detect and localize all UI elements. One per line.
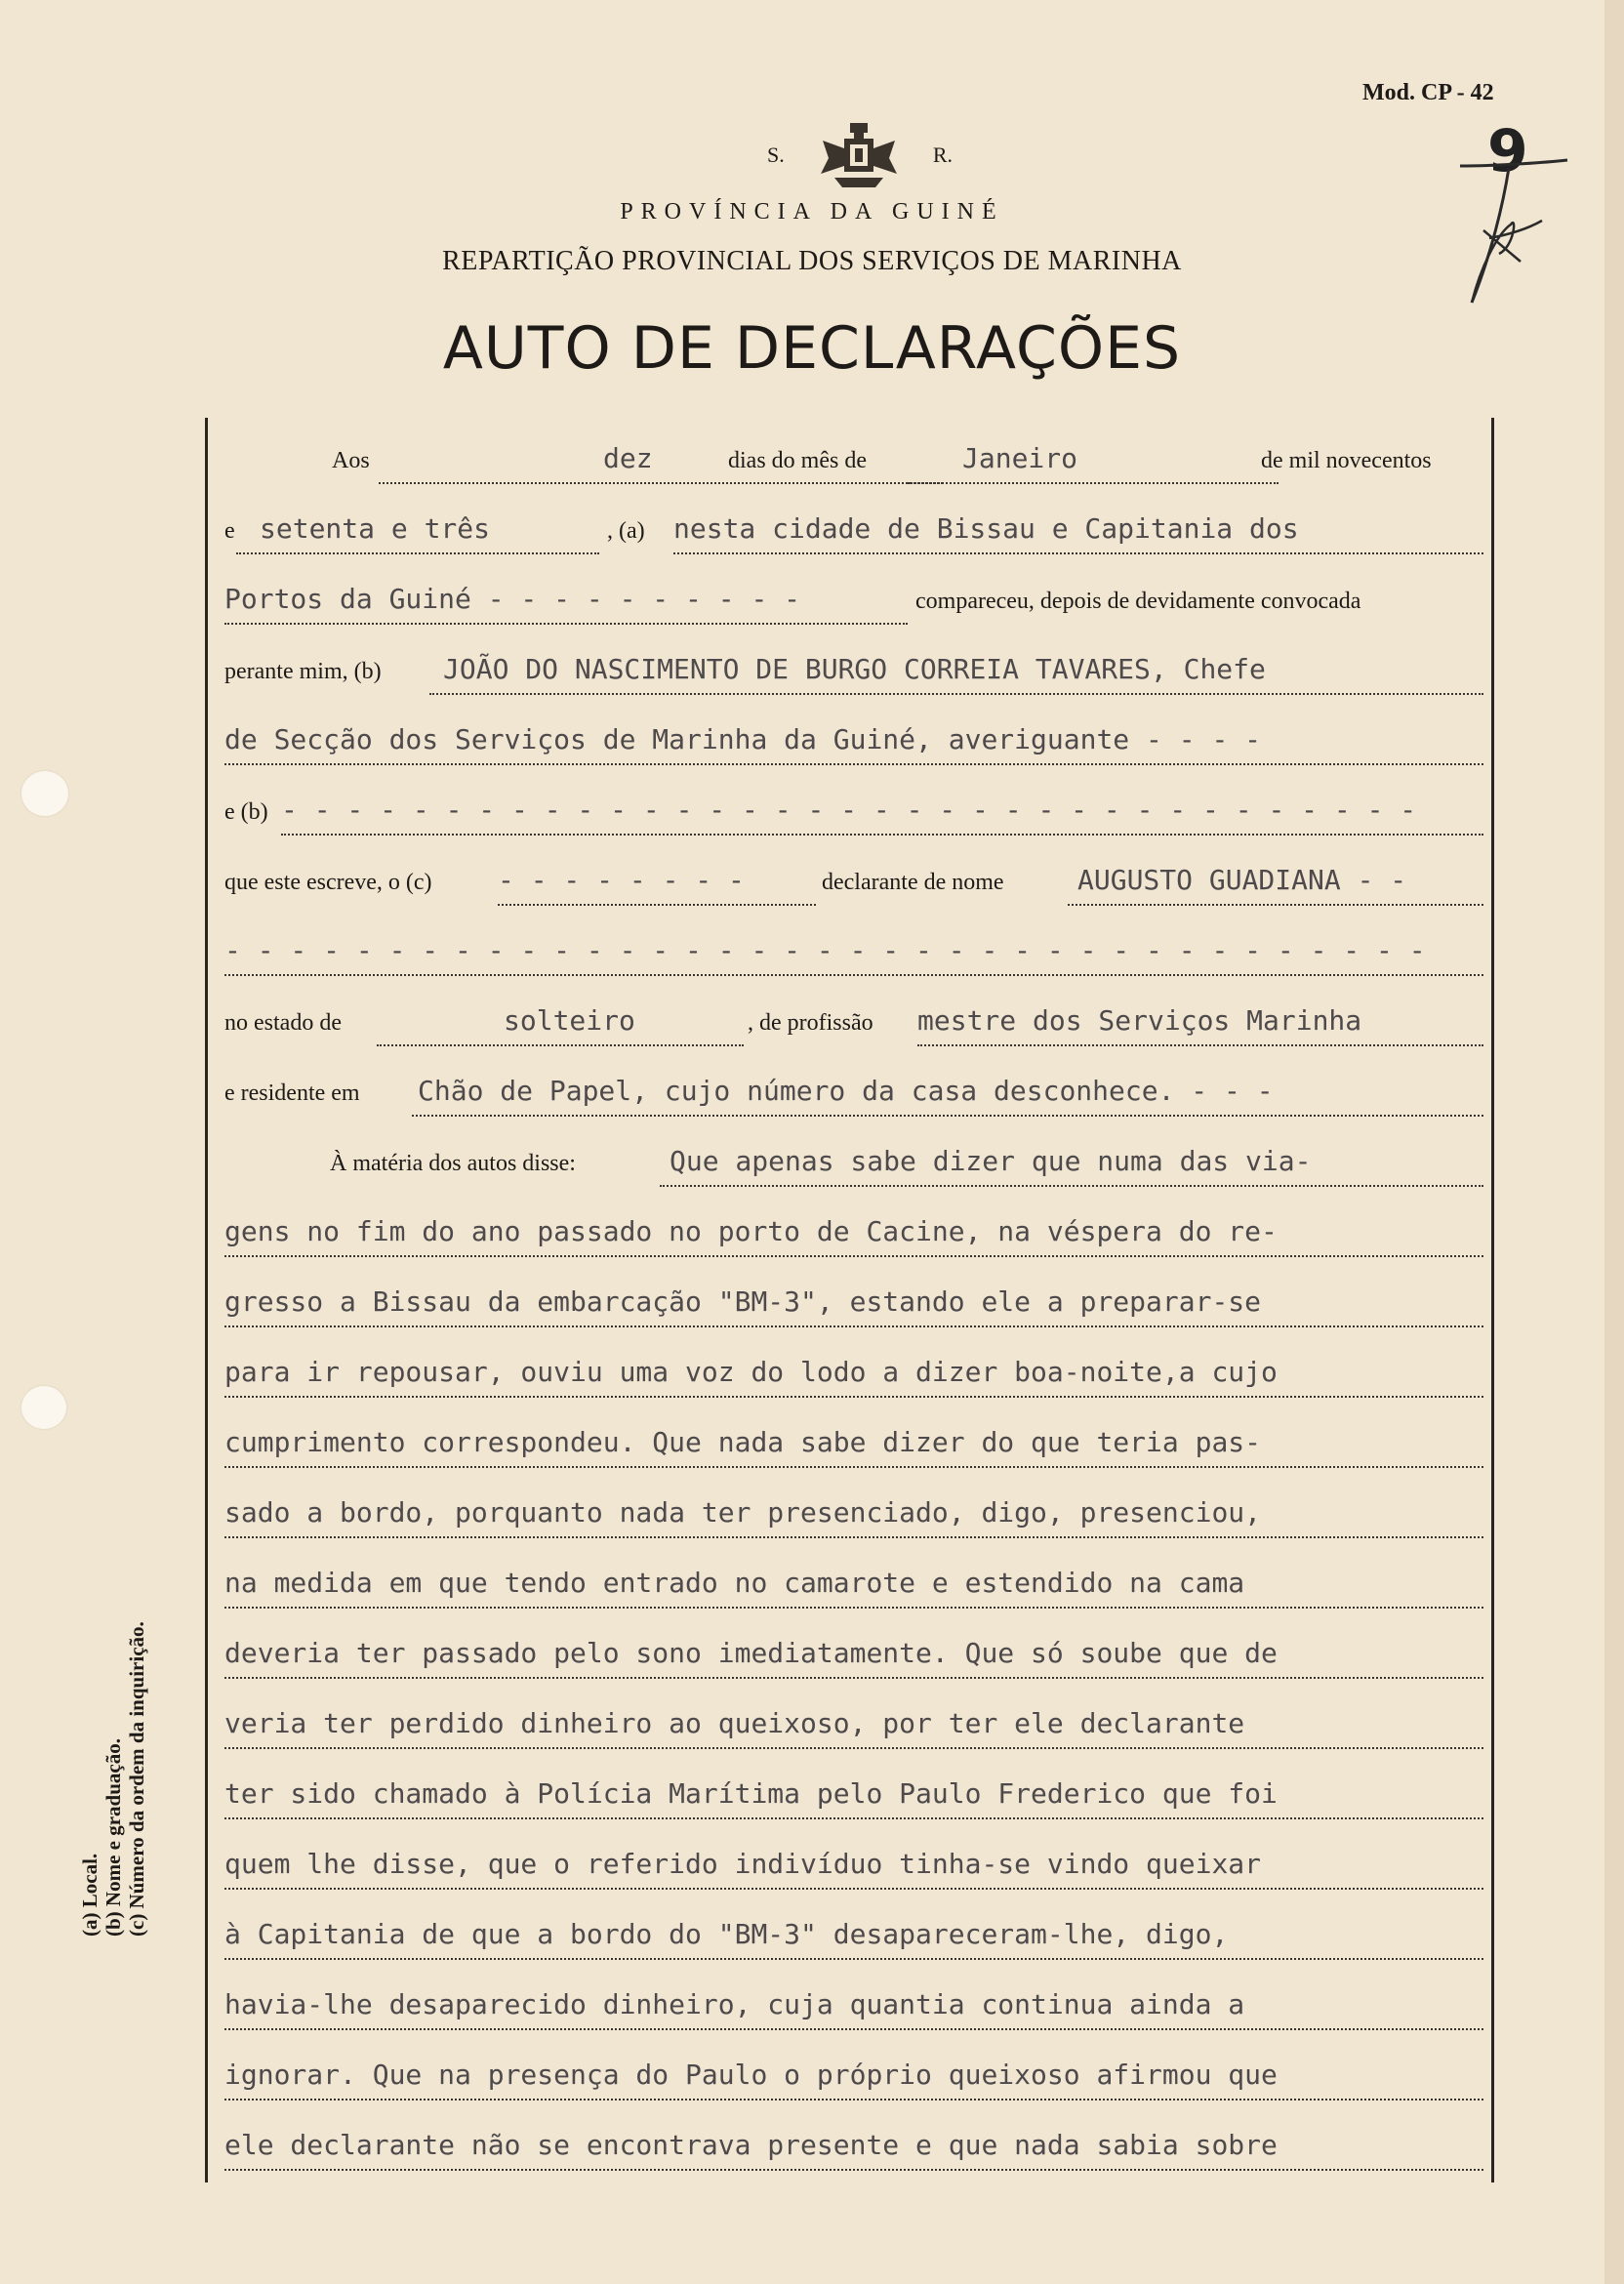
statement-text: para ir repousar, ouviu uma voz do lodo a dizer boa-noite,a cujo (224, 1356, 1278, 1388)
form-line-before-me (224, 648, 1483, 697)
s-letter: S. (767, 143, 785, 167)
statement-line (224, 1913, 1483, 1962)
margin-note-b: (b) Nome e graduação. (102, 1738, 125, 1937)
margin-notes-text (78, 1527, 148, 1937)
statement-text: ignorar. Que na presença do Paulo o próprio queixoso afirmou que (224, 2059, 1278, 2091)
field-year (236, 511, 599, 554)
field-order-number-value: - - - - - - - - (498, 864, 745, 896)
field-profession-value: mestre dos Serviços Marinha (917, 1004, 1362, 1037)
label-mil-novecentos: de mil novecentos (1261, 448, 1432, 473)
field-location-cont (224, 582, 908, 625)
field-official-name (429, 652, 1483, 695)
statement-line (224, 1210, 1483, 1259)
field-profession (917, 1003, 1483, 1046)
form-line-filler (224, 929, 1483, 978)
statement-line (224, 1843, 1483, 1892)
left-margin-rule (205, 418, 208, 2182)
statement-line (224, 1983, 1483, 2032)
punch-hole-top (21, 771, 68, 816)
statement-text: à Capitania de que a bordo do "BM-3" desapareceram-lhe, digo, (224, 1918, 1229, 1950)
field-official-cont (224, 722, 1483, 765)
province-heading: PROVÍNCIA DA GUINÉ (620, 199, 1004, 224)
r-letter: R. (932, 143, 953, 167)
statement-line (224, 1562, 1483, 1611)
field-marital-status (377, 1003, 744, 1046)
field-order-number (498, 863, 816, 906)
field-declarant-name (1068, 863, 1483, 906)
document-title: AUTO DE DECLARAÇÕES (442, 314, 1182, 383)
label-profissao: , de profissão (748, 1010, 873, 1036)
margin-note-c: (c) Número da ordem da inquirição. (125, 1621, 148, 1937)
field-second-official-value: - - - - - - - - - - - - - - - - - - - - - - - - - - - - - - - - - - - (281, 794, 1417, 826)
statement-text: na medida em que tendo entrado no camarote e estendido na cama (224, 1567, 1245, 1599)
statement-line (224, 2054, 1483, 2102)
field-official-name-value: JOÃO DO NASCIMENTO DE BURGO CORREIA TAVARES, Chefe (443, 653, 1266, 685)
right-margin-rule (1491, 418, 1494, 2182)
department-heading: REPARTIÇÃO PROVINCIAL DOS SERVIÇOS DE MARINHA (442, 246, 1182, 276)
field-filler (224, 933, 1483, 976)
label-e-b: e (b) (224, 799, 268, 825)
form-line-date (224, 437, 1483, 486)
form-line-statement-start (224, 1140, 1483, 1189)
field-statement-start-value: Que apenas sabe dizer que numa das via- (670, 1145, 1312, 1177)
label-aos: Aos (332, 448, 370, 473)
statement-line (224, 1421, 1483, 1470)
statement-text: deveria ter passado pelo sono imediatamente. Que só soube que de (224, 1637, 1278, 1669)
handwritten-page-number: 9 (1487, 117, 1528, 185)
margin-notes (78, 1527, 166, 1937)
label-compareceu: compareceu, depois de devidamente convocada (915, 589, 1361, 614)
form-line-status-profession (224, 999, 1483, 1048)
label-materia: À matéria dos autos disse: (330, 1151, 576, 1176)
field-residence (412, 1074, 1483, 1117)
statement-text: havia-lhe desaparecido dinheiro, cuja quantia continua ainda a (224, 1988, 1245, 2020)
statement-line (224, 1281, 1483, 1329)
field-official-cont-value: de Secção dos Serviços de Marinha da Guiné, averiguante - - - - (224, 723, 1262, 755)
form-line-year-place (224, 508, 1483, 556)
statement-line (224, 1773, 1483, 1821)
label-e: e (224, 518, 235, 544)
statement-text: sado a bordo, porquanto nada ter presenciado, digo, presenciou, (224, 1496, 1262, 1529)
field-month-value: Janeiro (962, 442, 1078, 474)
statement-line (224, 1632, 1483, 1681)
field-filler-value: - - - - - - - - - - - - - - - - - - - - - - - - - - - - - - - - - - - - - (224, 934, 1426, 966)
statement-line (224, 1702, 1483, 1751)
statement-text: ter sido chamado à Polícia Marítima pelo Paulo Frederico que foi (224, 1777, 1278, 1810)
field-declarant-name-value: AUGUSTO GUADIANA - - (1077, 864, 1407, 896)
form-line-second-official (224, 789, 1483, 837)
form-model-code: Mod. CP - 42 (1362, 80, 1494, 105)
field-month (908, 441, 1279, 484)
field-statement-start (660, 1144, 1483, 1187)
field-marital-status-value: solteiro (504, 1004, 635, 1037)
punch-hole-bottom (21, 1386, 66, 1429)
field-location-value: nesta cidade de Bissau e Capitania dos (673, 512, 1299, 545)
coat-of-arms-icon (815, 123, 903, 193)
margin-note-a: (a) Local. (78, 1853, 102, 1937)
coat-of-arms-header (767, 137, 953, 180)
label-a-local: , (a) (607, 518, 645, 544)
statement-text: cumprimento correspondeu. Que nada sabe dizer do que teria pas- (224, 1426, 1262, 1458)
form-line-declarant (224, 859, 1483, 908)
statement-text: quem lhe disse, que o referido indivíduo tinha-se vindo queixar (224, 1848, 1262, 1880)
label-que-este-escreve: que este escreve, o (c) (224, 870, 432, 895)
label-declarante-nome: declarante de nome (822, 870, 1004, 895)
form-line-official-cont (224, 718, 1483, 767)
field-residence-value: Chão de Papel, cujo número da casa desconhece. - - - (418, 1075, 1274, 1107)
label-perante-mim: perante mim, (b) (224, 659, 382, 684)
statement-text: ele declarante não se encontrava presente e que nada sabia sobre (224, 2129, 1278, 2161)
handwritten-signature-mark (1452, 156, 1579, 312)
statement-text: veria ter perdido dinheiro ao queixoso, por ter ele declarante (224, 1707, 1245, 1739)
statement-text: gens no fim do ano passado no porto de Cacine, na véspera do re- (224, 1215, 1278, 1247)
form-line-appeared (224, 578, 1483, 627)
statement-line (224, 2124, 1483, 2173)
field-year-value: setenta e três (260, 512, 491, 545)
field-second-official (281, 793, 1483, 836)
label-residente: e residente em (224, 1081, 360, 1106)
field-location-cont-value: Portos da Guiné - - - - - - - - - - (224, 583, 801, 615)
label-estado: no estado de (224, 1010, 342, 1036)
form-line-residence (224, 1070, 1483, 1119)
field-location (673, 511, 1483, 554)
statement-line (224, 1491, 1483, 1540)
statement-text: gresso a Bissau da embarcação "BM-3", estando ele a preparar-se (224, 1285, 1262, 1318)
label-dias-mes: dias do mês de (728, 448, 867, 473)
field-day-value: dez (603, 442, 653, 474)
statement-line (224, 1351, 1483, 1400)
